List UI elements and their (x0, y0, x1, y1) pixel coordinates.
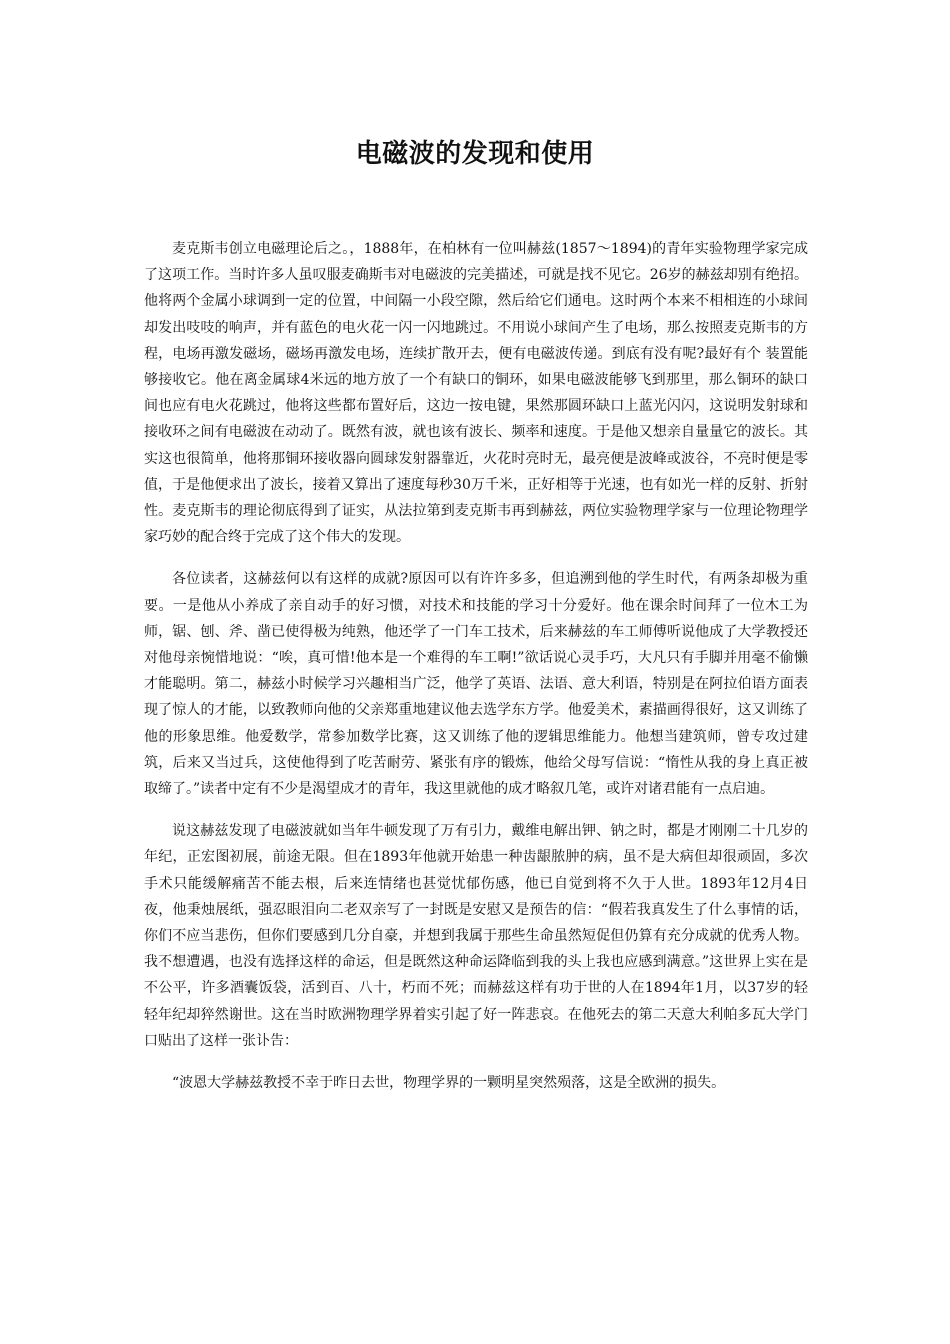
paragraph-hertz-education: 各位读者，这赫兹何以有这样的成就?原因可以有许许多多，但追溯到他的学生时代，有两条却极为重要。一是他从小养成了亲自动手的好习惯，对技术和技能的学习十分爱好。他在课余时间拜了一位木工为师，锯、刨、斧、凿已使得极为纯熟，他还学了一门车工技术，后来赫兹的车工师傅听说他成了大学教授还对他母亲惋惜地说：“唉，真可惜!他本是一个难得的车工啊!”欲话说心灵手巧，大凡只有手脚并用毫不偷懒才能聪明。第二，赫兹小时候学习兴趣相当广泛，他学了英语、法语、意大利语，特别是在阿拉伯语方面表现了惊人的才能，以致教师向他的父亲郑重地建议他去选学东方学。他爱美术，素描画得很好，这又训练了他的形象思维。他爱数学，常参加数学比赛，这又训练了他的逻辑思维能力。他想当建筑师，曾专攻过建筑，后来又当过兵，这使他得到了吃苦耐劳、紧张有序的锻炼，他给父母写信说：“惰性从我的身上真正被取缔了。”读者中定有不少是渴望成才的青年，我这里就他的成才略叙几笔，或许对诸君能有一点启迪。 (144, 571, 808, 798)
paragraph-hertz-death: 说这赫兹发现了电磁波就如当年牛顿发现了万有引力，戴维电解出钾、钠之时，都是才刚刚二十几岁的年纪，正宏图初展，前途无限。但在1893年他就开始患一种齿龈脓肿的病，虽不是大病但却很顽固，多次手术只能缓解痛苦不能去根，后来连情绪也甚觉忧郁伤感，他已自觉到将不久于人世。1893年12月4日夜，他秉烛展纸，强忍眼泪向二老双亲写了一封既是安慰又是预告的信：“假若我真发生了什么事情的话，你们不应当悲伤，但你们要感到几分自豪，并想到我属于那些生命虽然短促但仍算有充分成就的优秀人物。我不想遭遇，也没有选择这样的命运，但是既然这种命运降临到我的头上我也应感到满意。”这世界上实在是不公平，许多酒囊饭袋，活到百、八十，朽而不死；而赫兹这样有功于世的人在1894年1月，以37岁的轻轻年纪却猝然谢世。这在当时欧洲物理学界着实引起了好一阵悲哀。在他死去的第二天意大利帕多瓦大学门口贴出了这样一张讣告： (144, 823, 808, 1049)
paragraph-hertz-experiment: 麦克斯韦创立电磁理论后之。，1888年，在柏林有一位叫赫兹(1857～1894)的青年实验物理学家完成了这项工作。当时许多人虽叹服麦确斯韦对电磁波的完美描述，可就是找不见它。26岁的赫兹却别有绝招。他将两个金属小球调到一定的位置，中间隔一小段空隙，然后给它们通电。这时两个本来不相相连的小球间却发出吱吱的响声，并有蓝色的电火花一闪一闪地跳过。不用说小球间产生了电场，那么按照麦克斯韦的方程，电场再激发磁场，磁场再激发电场，连续扩散开去，便有电磁波传递。到底有没有呢?最好有个 装置能够接收它。他在离金属球4米远的地方放了一个有缺口的铜环，如果电磁波能够飞到那里，那么铜环的缺口间也应有电火花跳过，他将这些都布置好后，这边一按电键，果然那圆环缺口上蓝光闪闪，这说明发射球和接收环之间有电磁波在动动了。既然有波，就也该有波长、频率和速度。于是他又想亲自量量它的波长。其实这也很简单，他将那铜环接收器向圆球发射器靠近，火花时亮时无，最亮便是波峰或波谷，不亮时便是零值，于是他便求出了波长，接着又算出了速度每秒30万千米，正好相等于光速，也有如光一样的反射、折射性。麦克斯韦的理论彻底得到了证实，从法拉第到麦克斯韦再到赫兹，两位实验物理学家与一位理论物理学家巧妙的配合终于完成了这个伟大的发现。 (144, 241, 808, 546)
obituary-quote: “波恩大学赫兹教授不幸于昨日去世，物理学界的一颗明星突然殒落，这是全欧洲的损失。 (172, 1075, 726, 1092)
document-title: 电磁波的发现和使用 (355, 139, 595, 169)
document-body (144, 236, 808, 1112)
